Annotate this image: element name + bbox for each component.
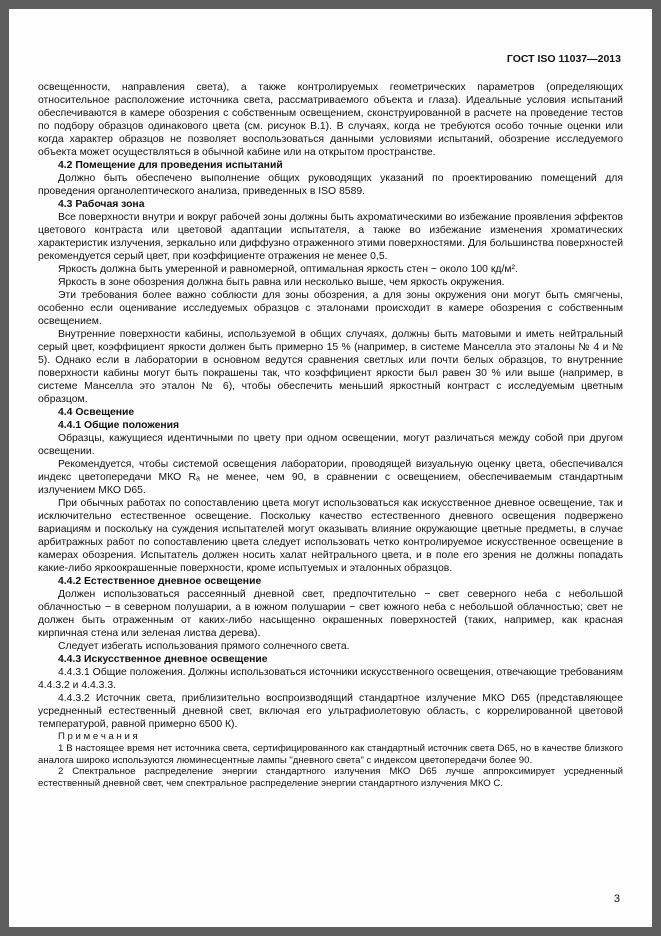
note-2: 2 Спектральное распределение энергии стандартного излучения МКО D65 лучше аппроксимирует усредненный естественный дневной свет, чем спектральное распределение энергии стандартного излучения МКО С.	[38, 766, 623, 789]
document-number: ГОСТ ISO 11037—2013	[506, 53, 621, 65]
section-heading-4-4: 4.4 Освещение	[58, 407, 135, 418]
page-number: 3	[613, 893, 620, 905]
paragraph: Яркость в зоне обозрения должна быть равна или несколько выше, чем яркость окружения.	[58, 277, 505, 288]
section-heading-4-4-2: 4.4.2 Естественное дневное освещение	[58, 576, 262, 587]
note-1: 1 В настоящее время нет источника света, сертифицированного как стандартный источник света D65, но в качестве близкого аналога широко используются люминесцентные лампы "дневного света" с индексом цветопередачи более 90.	[38, 743, 623, 766]
paragraph: Все поверхности внутри и вокруг рабочей зоны должны быть ахроматическими во избежание проявления эффектов цветового контраста или цветовой адаптации испытателя, а также во избежание изменения хроматических характеристик излучения, зеркально или диффузно отраженного этими поверхностями. Для большинства поверхностей рекомендуется серый цвет, при коэффициенте отражения не менее 0,5.	[38, 212, 623, 262]
paragraph: Образцы, кажущиеся идентичными по цвету при одном освещении, могут различаться между собой при другом освещении.	[38, 433, 623, 457]
paragraph: Должно быть обеспечено выполнение общих руководящих указаний по проектированию помещений для проведения органолептического анализа, приведенных в ISO 8589.	[38, 173, 623, 197]
paragraph-4-4-3-2: 4.4.3.2 Источник света, приблизительно воспроизводящий стандартное излучение МКО D65 (представляющее усредненный естественный дневной свет, включая его ультрафиолетовую область, с коррелированной цветовой температурой, равной примерно 6500 К).	[38, 693, 623, 730]
paragraph: Яркость должна быть умеренной и равномерной, оптимальная яркость стен − около 100 кд/м².	[58, 264, 518, 275]
section-heading-4-3: 4.3 Рабочая зона	[58, 199, 145, 210]
paragraph: Эти требования более важно соблюсти для зоны обозрения, а для зоны окружения они могут быть смягчены, особенно если оценивание исследуемых образцов с эталонами происходит в камере обозрения с собственным освещением.	[38, 290, 623, 327]
paragraph: Внутренние поверхности кабины, используемой в общих случаях, должны быть матовыми и иметь нейтральный серый цвет, коэффициент яркости должен быть примерно 15 % (например, в системе Манселла это эталоны № 4 и № 5). Однако если в лаборатории в основном ведутся сравнения светлых или почти белых образцов, то внутренние поверхности кабины могут быть покрашены так, что коэффициент яркости был равен 30 % или выше (например, в системе Манселла это эталон № 6), чтобы обеспечить меньший яркостный контраст с исследуемым цветным образцом.	[38, 329, 623, 405]
paragraph: При обычных работах по сопоставлению цвета могут использоваться как искусственное дневное освещение, так и исключительно естественное освещение. Поскольку качество естественного дневного освещения подвержено вариациям и поскольку на суждения испытателей могут оказывать влияние окружающие цветные предметы, в случае арбитражных работ по сопоставлению цвета следует использовать четко контролируемое искусственное освещение в камерах обозрения. Испытатель должен носить халат нейтрального цвета, и в поле его зрения не должны попадать какие-либо яркоокрашенные поверхности, кроме испытуемых и эталонных образцов.	[38, 498, 623, 574]
section-heading-4-4-1: 4.4.1 Общие положения	[58, 420, 180, 431]
notes-heading: П р и м е ч а н и я	[58, 731, 138, 742]
document-body	[38, 81, 623, 789]
paragraph-4-4-3-1: 4.4.3.1 Общие положения. Должны использоваться источники искусственного освещения, отвечающие требованиям 4.4.3.2 и 4.4.3.3.	[38, 667, 623, 691]
section-heading-4-4-3: 4.4.3 Искусственное дневное освещение	[58, 654, 268, 665]
paragraph: Рекомендуется, чтобы системой освещения лаборатории, проводящей визуальную оценку цвета, обеспечивался индекс цветопередачи МКО Rₐ не менее, чем 90, в сравнении с освещением, обеспечиваемым стандартным излучением МКО D65.	[38, 459, 623, 496]
section-heading-4-2: 4.2 Помещение для проведения испытаний	[58, 160, 283, 171]
paragraph: Должен использоваться рассеянный дневной свет, предпочтительно − свет северного неба с небольшой облачностью − в северном полушарии, а в южном полушарии − свет южного неба с небольшой облачностью; свет не должен быть отраженным от каких-либо насыщенно окрашенных поверхностей (таких, например, как красная кирпичная стена или зеленая листва дерева).	[38, 589, 623, 639]
paragraph: Следует избегать использования прямого солнечного света.	[58, 641, 350, 652]
document-page	[9, 9, 652, 927]
paragraph-continuation: освещенности, направления света), а также контролируемых геометрических параметров (определяющих относительное расположение источника света, рассматриваемого объекта и глаза). Идеальные условия испытаний обеспечиваются в камере обозрения с собственным освещением, сконструированной в расчете на проведение тестов по подбору образцов одинакового цвета (см. рисунок В.1). В случаях, когда не требуются особо точные оценки или когда характер образцов не позволяет воспользоваться данными условиями испытаний, обозрение исследуемого объекта может осуществляться в обычной кабине или на открытом пространстве.	[38, 82, 623, 158]
